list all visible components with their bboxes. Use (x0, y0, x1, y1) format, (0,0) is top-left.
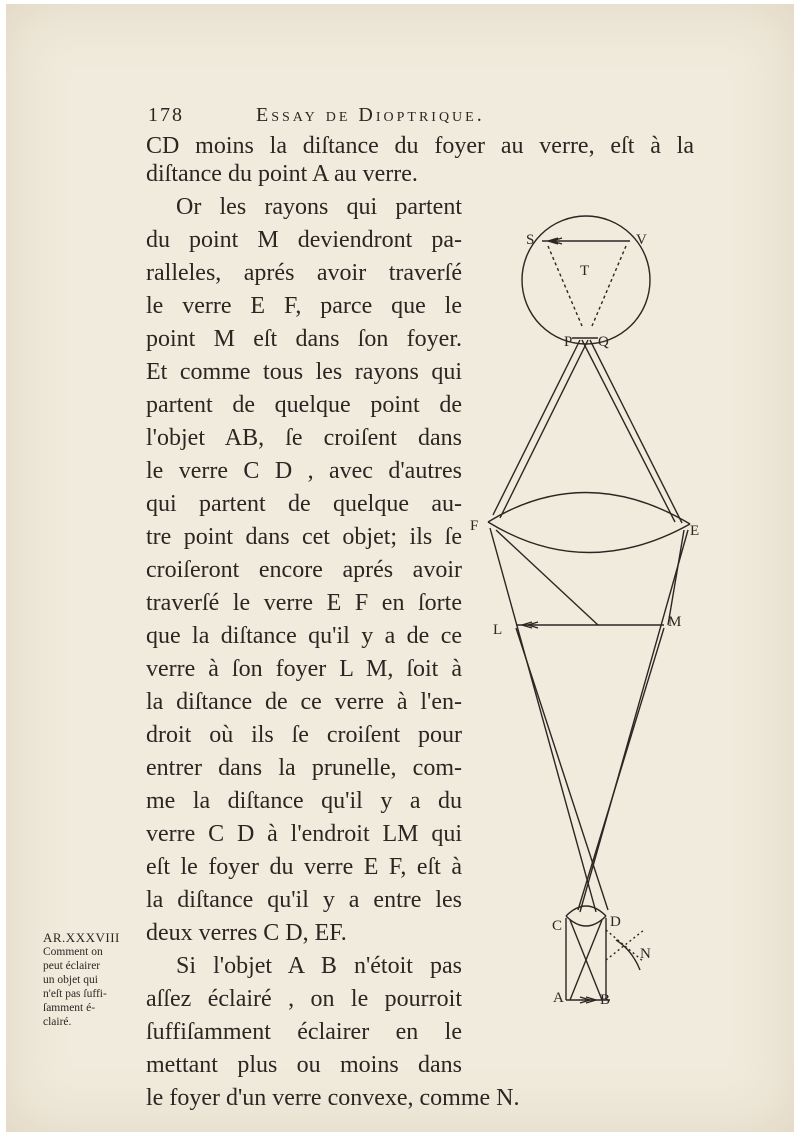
text-line: aſſez éclairé , on le pourroit (146, 986, 462, 1012)
text-line: ralleles, aprés avoir traverſé (146, 260, 462, 286)
text-line: que la diſtance qu'il y a de ce (146, 623, 462, 649)
ray-m-c (578, 628, 664, 910)
text-line: traverſé le verre E F en ſorte (146, 590, 462, 616)
label-f: F (470, 518, 479, 534)
text-line: la diſtance de ce verre à l'en- (146, 689, 462, 715)
margin-note-line: ſamment é- (43, 1002, 96, 1014)
ray-inner-right (582, 340, 675, 522)
label-l: L (493, 622, 503, 638)
text-line: me la diſtance qu'il y a du (146, 788, 462, 814)
label-p: P (564, 334, 573, 350)
text-line: du point M deviendront pa- (146, 227, 462, 253)
text-line: verre à ſon foyer L M, ſoit à (146, 656, 462, 682)
ray-f-focus (496, 530, 598, 625)
label-b: B (600, 992, 611, 1008)
page-number: 178 (148, 104, 184, 126)
text-line: eſt le foyer du verre E F, eſt à (146, 854, 462, 880)
text-line: tre point dans cet objet; ils ſe (146, 524, 462, 550)
text-line: le verre E F, parce que le (146, 293, 462, 319)
page-title: Essay de Dioptrique. (256, 104, 485, 126)
label-q: Q (598, 334, 609, 350)
label-c: C (552, 918, 563, 934)
eye-circle (522, 216, 650, 344)
text-line: droit où ils ſe croiſent pour (146, 722, 462, 748)
text-line: verre C D à l'endroit LM qui (146, 821, 462, 847)
label-e: E (690, 523, 700, 539)
ray-n2 (606, 930, 644, 960)
ray-p-f (493, 340, 580, 515)
text-line: CD moins la diſtance du foyer au verre, eſt à la (146, 133, 694, 159)
label-m: M (668, 614, 682, 630)
text-line: deux verres C D, EF. (146, 920, 347, 946)
text-line: qui partent de quelque au- (146, 491, 462, 517)
label-t: T (580, 263, 590, 279)
text-line: croiſeront encore aprés avoir (146, 557, 462, 583)
text-line: la diſtance qu'il y a entre les (146, 887, 462, 913)
label-d: D (610, 914, 621, 930)
lens-cd-top (566, 906, 606, 916)
label-a: A (553, 990, 564, 1006)
ray-q-e (590, 340, 682, 523)
text-line: l'objet AB, ſe croiſent dans (146, 425, 462, 451)
text-line: Et comme tous les rayons qui (146, 359, 462, 385)
ray-e-d (580, 530, 688, 912)
text-line: Or les rayons qui partent (176, 194, 462, 220)
ray-f-c (490, 528, 596, 912)
text-line: partent de quelque point de (146, 392, 462, 418)
margin-note-number: AR.XXXVIII (43, 930, 120, 945)
label-v: V (636, 232, 647, 248)
ray-inner-left (500, 340, 588, 518)
text-line: Si l'objet A B n'étoit pas (176, 953, 462, 979)
label-n: N (640, 946, 651, 962)
ray-s-inside (548, 246, 582, 326)
text-line: point M eſt dans ſon foyer. (146, 326, 462, 352)
margin-note-line: un objet qui (43, 974, 98, 986)
ray-l-d (516, 628, 608, 910)
margin-note-line: peut éclairer (43, 960, 101, 972)
margin-note-line: Comment on (43, 946, 103, 958)
text-line: le foyer d'un verre convexe, comme N. (146, 1085, 520, 1111)
margin-note-line: clairé. (43, 1016, 72, 1028)
lens-ef-top (488, 492, 690, 524)
ray-v-inside (592, 246, 626, 326)
text-line: ſuffiſamment éclairer en le (146, 1019, 462, 1045)
margin-note-line: n'eſt pas ſuffi- (43, 988, 107, 1000)
lens-n (616, 940, 640, 970)
text-line: diſtance du point A au verre. (146, 161, 418, 187)
label-s: S (526, 232, 535, 248)
text-line: le verre C D , avec d'autres (146, 458, 462, 484)
text-line: entrer dans la prunelle, com- (146, 755, 462, 781)
text-line: mettant plus ou moins dans (146, 1052, 462, 1078)
ray-e-focus (668, 530, 684, 625)
lens-ef-bottom (488, 522, 690, 553)
